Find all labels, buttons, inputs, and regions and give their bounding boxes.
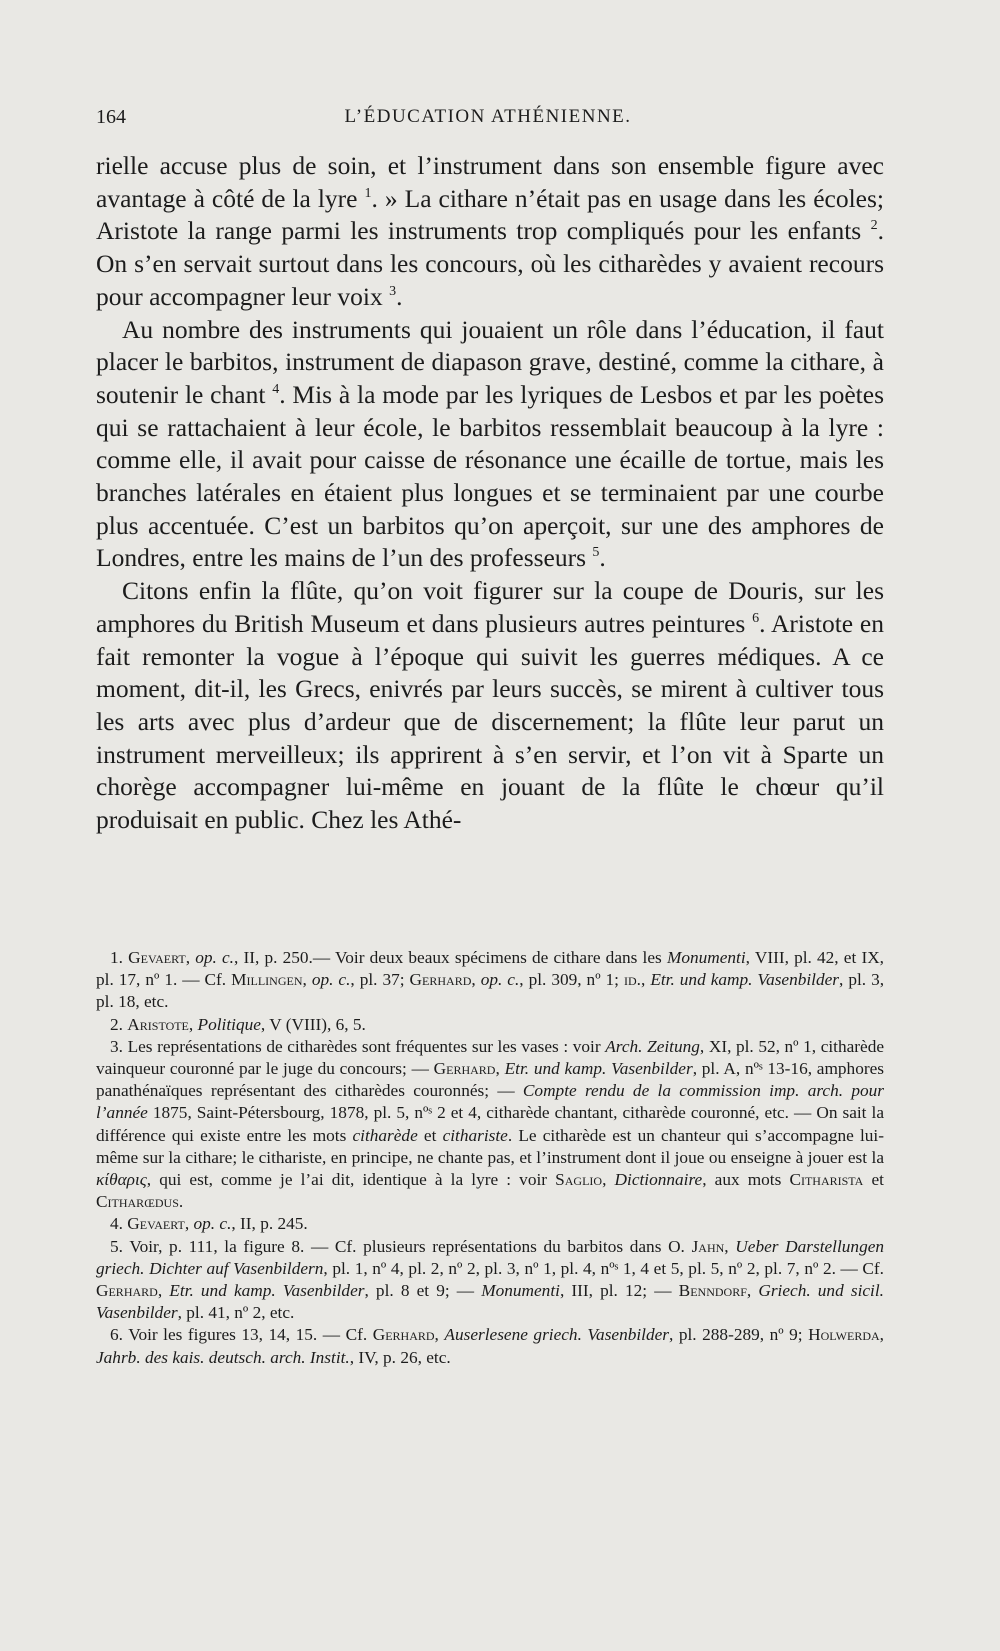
footnote-ref-6: 6: [752, 611, 760, 627]
paragraph-2: Au nombre des instruments qui jouaient un rôle dans l’éducation, il faut placer le barbitos, instrument de diapason grave, destiné, comme la cithare, à soutenir le chant $^4$. Mis à la mode par les lyriques de Lesbos et par les poètes qui se rattachaient à leur école, le barbitos ressemblait beaucoup à la lyre : comme elle, il avait pour caisse de résonance une écaille de tortue, mais les branches latérales en étaient plus longues et se terminaient par une courbe plus accentuée. C’est un barbitos qu’on aperçoit, sur une des amphores de Londres, entre les mains de l’un des professeurs $^5$.: [96, 314, 884, 573]
page-number: 164: [96, 106, 126, 128]
footnotes: [96, 947, 884, 1369]
footnote-ref-2: 2: [870, 218, 878, 234]
running-title: L’ÉDUCATION ATHÉNIENNE.: [344, 106, 632, 127]
footnote-6: 6. Voir les figures 13, 14, 15. — Cf. Gerhard, Auserlesene griech. Vasenbilder, pl. 288-289, nº 9; Holwerda, Jahrb. des kais. deutsch. arch. Instit., IV, p. 26, etc.: [96, 1325, 884, 1367]
paragraph-1: rielle accuse plus de soin, et l’instrument dans son ensemble figure avec avantage à côté de la lyre $^1$. » La cithare n’était pas en usage dans les écoles; Aristote la range parmi les instruments trop compliqués pour les enfants $^2$. On s’en servait surtout dans les concours, où les citharèdes y avaient recours pour accompagner leur voix $^3$.: [96, 151, 884, 311]
footnote-ref-5: 5: [592, 545, 600, 561]
footnote-ref-1: 1: [364, 185, 372, 201]
footnote-2: 2. Aristote, Politique, V (VIII), 6, 5.: [110, 1014, 366, 1034]
footnote-3: 3. Les représentations de citharèdes sont fréquentes sur les vases : voir Arch. Zeitung, XI, pl. 52, nº 1, citharède vainqueur couronné par le juge du concours; — Gerhard, Etr. und kamp. Vasenbilder, pl. A, nºˢ 13-16, amphores panathénaïques représentant des citharèdes couronnés; — Compte rendu de la commission imp. arch. pour l’année 1875, Saint-Pétersbourg, 1878, pl. 5, nºˢ 2 et 4, citharède chantant, citharède couronné, etc. — On sait la différence qui existe entre les mots citharède et cithariste. Le citharède est un chanteur qui s’accompagne lui-même sur la cithare; le cithariste, en principe, ne chante pas, et l’instrument dont il joue ou enseigne à jouer est la κίθαρις, qui est, comme je l’ai dit, identique à la lyre : voir Saglio, Dictionnaire, aux mots Citharista et Citharœdus.: [96, 1036, 885, 1212]
footnote-4: 4. Gevaert, op. c., II, p. 245.: [110, 1214, 308, 1234]
paragraph-3: Citons enfin la flûte, qu’on voit figurer sur la coupe de Douris, sur les amphores du British Museum et dans plusieurs autres peintures $^6$. Aristote en fait remonter la vogue à l’époque qui suivit les guerres médiques. A ce moment, dit-il, les Grecs, enivrés par leurs succès, se mirent à cultiver tous les arts avec plus d’ardeur que de discernement; la flûte leur parut un instrument merveilleux; ils apprirent à s’en servir, et l’on vit à Sparte un chorège accompagner lui-même en jouant de la flûte le chœur qu’il produisait en public. Chez les Athé-: [96, 576, 884, 835]
main-text: [96, 150, 884, 837]
page-header: [96, 106, 880, 136]
footnote-1: 1. Gevaert, op. c., II, p. 250.— Voir deux beaux spécimens de cithare dans les Monumenti, VIII, pl. 42, et IX, pl. 17, nº 1. — Cf. Millingen, op. c., pl. 37; Gerhard, op. c., pl. 309, nº 1; id., Etr. und kamp. Vasenbilder, pl. 3, pl. 18, etc.: [96, 948, 885, 1012]
footnote-5: 5. Voir, p. 111, la figure 8. — Cf. plusieurs représentations du barbitos dans O. Jahn, Ueber Darstellungen griech. Dichter auf Vasenbildern, pl. 1, nº 4, pl. 2, nº 2, pl. 3, nº 1, pl. 4, nºˢ 1, 4 et 5, pl. 5, nº 2, pl. 7, nº 2. — Cf. Gerhard, Etr. und kamp. Vasenbilder, pl. 8 et 9; — Monumenti, III, pl. 12; — Benndorf, Griech. und sicil. Vasenbilder, pl. 41, nº 2, etc.: [96, 1236, 885, 1323]
footnote-ref-4: 4: [272, 382, 280, 398]
footnote-ref-3: 3: [389, 284, 397, 299]
